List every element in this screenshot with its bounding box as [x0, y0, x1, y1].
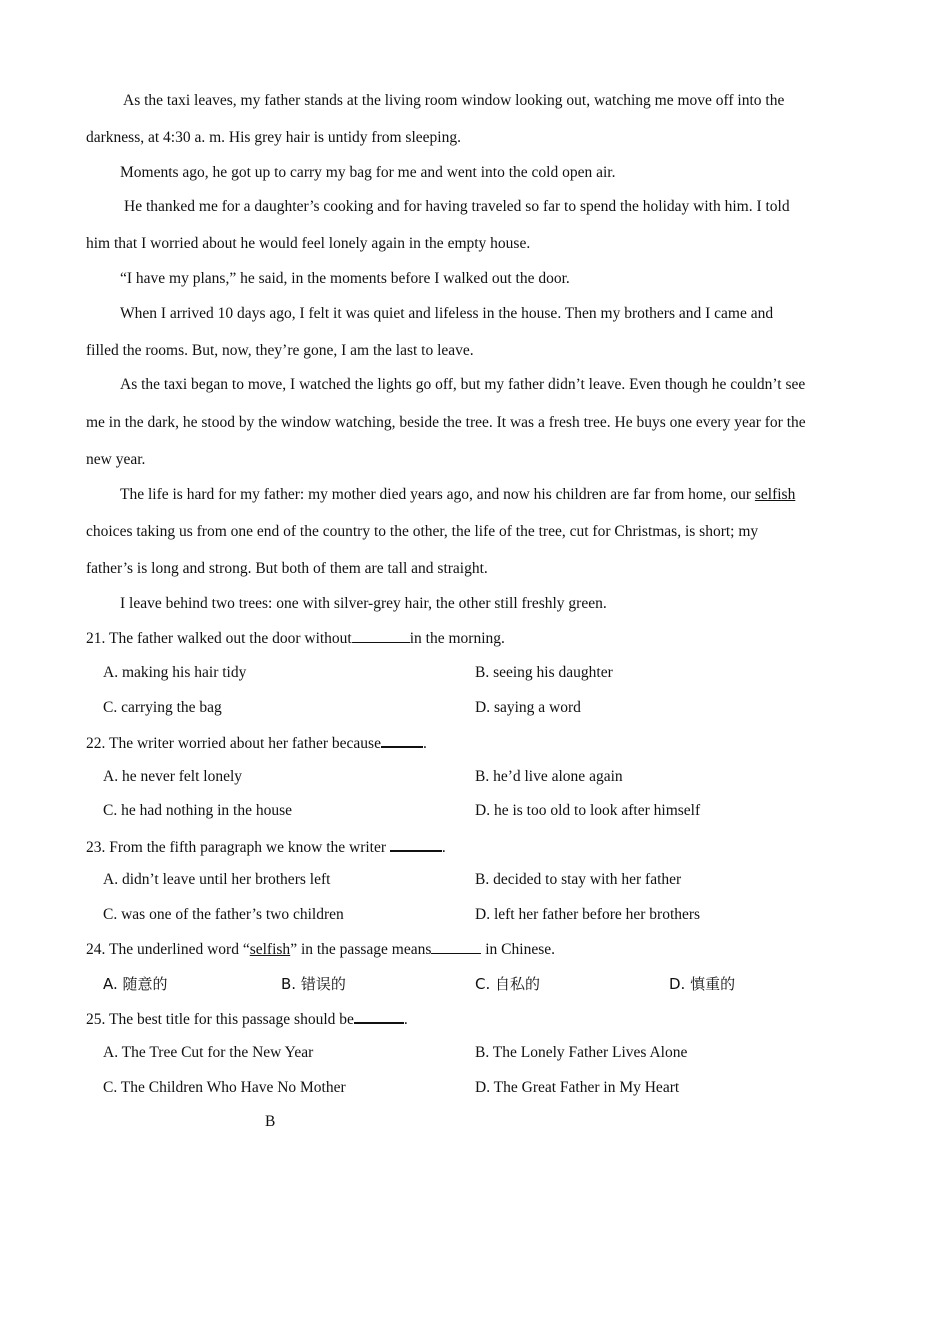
answer-blank [352, 628, 410, 643]
option-c[interactable] [475, 974, 540, 995]
option-b[interactable] [281, 974, 346, 995]
answer-blank [381, 732, 423, 748]
question-text: 24. The underlined word “ [86, 941, 250, 958]
option-d[interactable]: D. he is too old to look after himself [475, 802, 701, 819]
answer-blank [431, 939, 481, 954]
passage-line: new year. [86, 451, 146, 468]
passage-line: him that I worried about he would feel lonely again in the empty house. [86, 235, 531, 252]
passage-text: The life is hard for my father: my mother died years ago, and now his children are far from home, our [120, 486, 755, 503]
question-stem [86, 732, 427, 754]
passage-line: me in the dark, he stood by the window watching, beside the tree. It was a fresh tree. He buys one every year for the [86, 414, 806, 431]
option-d[interactable] [669, 974, 735, 995]
passage-line: darkness, at 4:30 a. m. His grey hair is untidy from sleeping. [86, 129, 461, 146]
question-text: 25. The best title for this passage should be [86, 1011, 354, 1028]
option-d[interactable]: D. saying a word [475, 699, 581, 716]
option-c[interactable]: C. The Children Who Have No Mother [103, 1079, 346, 1096]
passage-line: “I have my plans,” he said, in the moments before I walked out the door. [120, 270, 570, 287]
option-a[interactable]: A. The Tree Cut for the New Year [103, 1044, 314, 1061]
question-text: . [422, 735, 427, 752]
answer-blank [390, 836, 442, 852]
option-a-text: A. 随意的 [103, 975, 168, 993]
option-c[interactable]: C. carrying the bag [103, 699, 222, 716]
option-d-text: D. 慎重的 [669, 975, 736, 993]
passage-line: choices taking us from one end of the country to the other, the life of the tree, cut for Christmas, is short; my [86, 523, 759, 540]
question-text: in the morning. [409, 630, 505, 647]
passage-line: Moments ago, he got up to carry my bag for me and went into the cold open air. [120, 164, 616, 181]
passage-line: When I arrived 10 days ago, I felt it was quiet and lifeless in the house. Then my brothers and I came and [120, 305, 774, 322]
passage-line: As the taxi began to move, I watched the lights go off, but my father didn’t leave. Even though he couldn’t see [120, 376, 806, 393]
option-b[interactable]: B. The Lonely Father Lives Alone [475, 1044, 688, 1061]
option-a[interactable] [103, 974, 168, 995]
passage-line [120, 485, 795, 505]
question-stem [86, 628, 505, 649]
question-text: . [403, 1011, 408, 1028]
option-c[interactable]: C. he had nothing in the house [103, 802, 292, 819]
question-stem [86, 1008, 408, 1030]
passage-line: He thanked me for a daughter’s cooking and for having traveled so far to spend the holiday with him. I told [124, 198, 790, 215]
question-text: ” in the passage means [290, 941, 432, 958]
question-stem [86, 939, 555, 960]
option-a[interactable]: A. he never felt lonely [103, 768, 243, 785]
underlined-word: selfish [249, 941, 291, 958]
question-text: . [441, 839, 446, 856]
question-text: 23. From the fifth paragraph we know the writer [86, 839, 390, 856]
question-text: 21. The father walked out the door without [86, 630, 352, 647]
passage-line: filled the rooms. But, now, they’re gone, I am the last to leave. [86, 342, 474, 359]
passage-line: As the taxi leaves, my father stands at the living room window looking out, watching me move off into the [123, 92, 785, 109]
option-a[interactable]: A. making his hair tidy [103, 664, 247, 681]
underlined-word: selfish [754, 486, 796, 503]
option-c[interactable]: C. was one of the father’s two children [103, 906, 344, 923]
option-d[interactable]: D. left her father before her brothers [475, 906, 701, 923]
question-text: 22. The writer worried about her father because [86, 735, 381, 752]
section-label: B [265, 1113, 276, 1130]
option-b-text: B. 错误的 [281, 975, 346, 993]
answer-blank [354, 1008, 404, 1024]
question-text: in Chinese. [481, 941, 555, 958]
option-b[interactable]: B. decided to stay with her father [475, 871, 682, 888]
option-d[interactable]: D. The Great Father in My Heart [475, 1079, 680, 1096]
option-a[interactable]: A. didn’t leave until her brothers left [103, 871, 331, 888]
option-b[interactable]: B. seeing his daughter [475, 664, 613, 681]
option-c-text: C. 自私的 [475, 975, 541, 993]
option-b[interactable]: B. he’d live alone again [475, 768, 623, 785]
passage-line: I leave behind two trees: one with silver-grey hair, the other still freshly green. [120, 595, 607, 612]
passage-line: father’s is long and strong. But both of them are tall and straight. [86, 560, 488, 577]
question-stem [86, 836, 446, 858]
